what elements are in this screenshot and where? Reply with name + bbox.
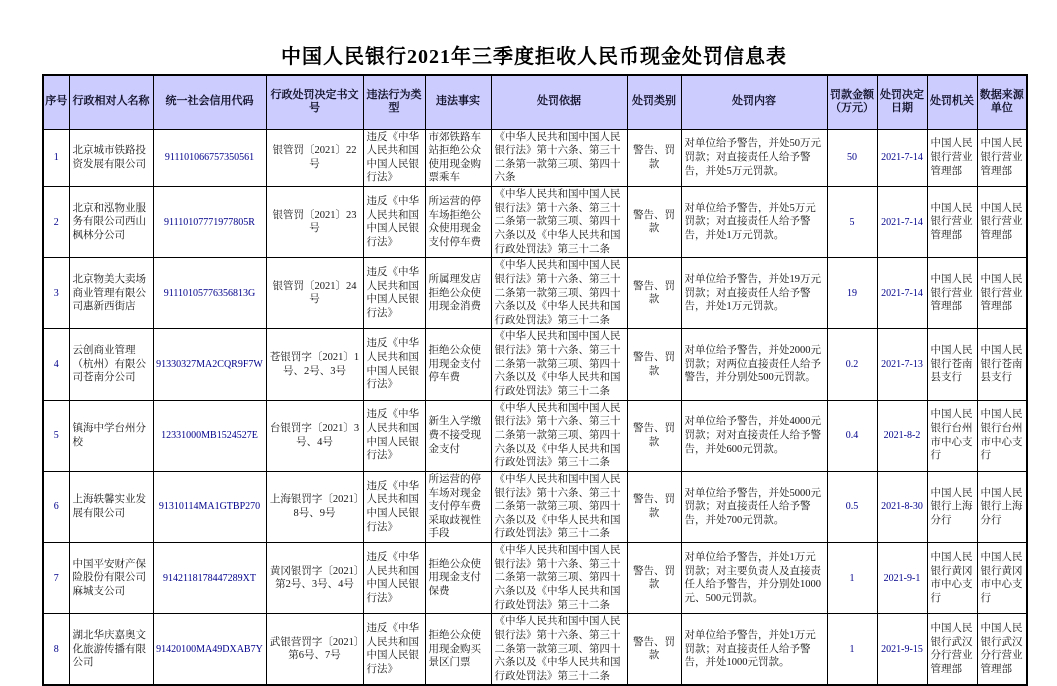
table-row [43, 400, 1027, 471]
cell-penalty-content: 对单位给予警告，并处2000元罚款；对两位直接责任人给予警告，并分别处500元罚款。 [681, 329, 827, 400]
cell-violation-type: 违反《中华人民共和国中国人民银行法》 [363, 543, 425, 614]
cell-penalty-category: 警告、罚款 [627, 400, 681, 471]
cell-party-name: 云创商业管理（杭州）有限公司苍南分公司 [69, 329, 153, 400]
cell-decision-date: 2021-7-13 [877, 329, 927, 400]
cell-credit-code: 91110107771977805R [153, 187, 266, 258]
cell-seq: 6 [43, 471, 69, 542]
table-row [43, 543, 1027, 614]
header-data-source: 数据来源单位 [977, 75, 1027, 129]
cell-decision-no: 银管罚〔2021〕23号 [266, 187, 363, 258]
cell-authority: 中国人民银行营业管理部 [927, 258, 977, 329]
cell-fine-amount: 0.4 [827, 400, 877, 471]
cell-penalty-basis: 《中华人民共和国中国人民银行法》第十六条、第三十二条第一款第三项、第四十六条以及《中华人民共和国行政处罚法》第三十二条 [491, 614, 627, 686]
cell-party-name: 北京城市铁路投资发展有限公司 [69, 129, 153, 187]
cell-authority: 中国人民银行黄冈市中心支行 [927, 543, 977, 614]
table-row [43, 129, 1027, 187]
cell-party-name: 镇海中学台州分校 [69, 400, 153, 471]
cell-data-source: 中国人民银行营业管理部 [977, 187, 1027, 258]
cell-party-name: 上海轶馨实业发展有限公司 [69, 471, 153, 542]
cell-penalty-basis: 《中华人民共和国中国人民银行法》第十六条、第三十二条第一款第三项、第四十六条以及《中华人民共和国行政处罚法》第三十二条 [491, 471, 627, 542]
table-row [43, 329, 1027, 400]
cell-party-name: 北京物美大卖场商业管理有限公司惠新西街店 [69, 258, 153, 329]
cell-seq: 8 [43, 614, 69, 686]
cell-penalty-content: 对单位给予警告，并处5万元罚款；对直接责任人给予警告，并处1万元罚款。 [681, 187, 827, 258]
cell-violation-type: 违反《中华人民共和国中国人民银行法》 [363, 400, 425, 471]
cell-decision-date: 2021-8-30 [877, 471, 927, 542]
cell-penalty-category: 警告、罚款 [627, 187, 681, 258]
cell-penalty-basis: 《中华人民共和国中国人民银行法》第十六条、第三十二条第一款第三项、第四十六条 [491, 129, 627, 187]
cell-violation-type: 违反《中华人民共和国中国人民银行法》 [363, 614, 425, 686]
cell-credit-code: 91330327MA2CQR9F7W [153, 329, 266, 400]
cell-decision-no: 黄冈银罚字〔2021〕第2号、3号、4号 [266, 543, 363, 614]
cell-penalty-category: 警告、罚款 [627, 258, 681, 329]
cell-penalty-content: 对单位给予警告，并处50万元罚款；对直接责任人给予警告，并处5万元罚款。 [681, 129, 827, 187]
table-row [43, 471, 1027, 542]
header-violation-type: 违法行为类型 [363, 75, 425, 129]
header-seq: 序号 [43, 75, 69, 129]
page-title: 中国人民银行2021年三季度拒收人民币现金处罚信息表 [281, 46, 787, 68]
cell-fine-amount: 1 [827, 614, 877, 686]
cell-decision-no: 武银营罚字〔2021〕第6号、7号 [266, 614, 363, 686]
cell-credit-code: 12331000MB1524527E [153, 400, 266, 471]
cell-violation-fact: 拒绝公众使用现金支付保费 [425, 543, 491, 614]
table-body [43, 129, 1027, 685]
penalty-info-table [42, 74, 1028, 686]
cell-data-source: 中国人民银行营业管理部 [977, 258, 1027, 329]
cell-party-name: 中国平安财产保险股份有限公司麻城支公司 [69, 543, 153, 614]
cell-violation-fact: 拒绝公众使用现金支付停车费 [425, 329, 491, 400]
cell-data-source: 中国人民银行营业管理部 [977, 129, 1027, 187]
cell-penalty-basis: 《中华人民共和国中国人民银行法》第十六条、第三十二条第一款第三项、第四十六条以及《中华人民共和国行政处罚法》第三十二条 [491, 400, 627, 471]
cell-seq: 3 [43, 258, 69, 329]
cell-penalty-content: 对单位给予警告，并处19万元罚款；对直接责任人给予警告，并处1万元罚款。 [681, 258, 827, 329]
cell-violation-type: 违反《中华人民共和国中国人民银行法》 [363, 187, 425, 258]
cell-decision-no: 银管罚〔2021〕22号 [266, 129, 363, 187]
cell-decision-date: 2021-9-1 [877, 543, 927, 614]
cell-penalty-category: 警告、罚款 [627, 543, 681, 614]
cell-seq: 1 [43, 129, 69, 187]
cell-penalty-content: 对单位给予警告，并处1万元罚款；对主要负责人及直接责任人给予警告，并分别处1000元、500元罚款。 [681, 543, 827, 614]
header-decision-no: 行政处罚决定书文号 [266, 75, 363, 129]
cell-penalty-basis: 《中华人民共和国中国人民银行法》第十六条、第三十二条第一款第三项、第四十六条以及《中华人民共和国行政处罚法》第三十二条 [491, 543, 627, 614]
cell-decision-date: 2021-7-14 [877, 187, 927, 258]
cell-data-source: 中国人民银行苍南县支行 [977, 329, 1027, 400]
cell-fine-amount: 0.2 [827, 329, 877, 400]
header-decision-date: 处罚决定日期 [877, 75, 927, 129]
cell-credit-code: 91420100MA49DXAB7Y [153, 614, 266, 686]
table-row [43, 614, 1027, 686]
cell-fine-amount: 19 [827, 258, 877, 329]
cell-data-source: 中国人民银行黄冈市中心支行 [977, 543, 1027, 614]
table-row [43, 258, 1027, 329]
cell-data-source: 中国人民银行武汉分行营业管理部 [977, 614, 1027, 686]
cell-violation-fact: 所属理发店拒绝公众使用现金消费 [425, 258, 491, 329]
cell-seq: 4 [43, 329, 69, 400]
cell-seq: 2 [43, 187, 69, 258]
cell-violation-fact: 所运营的停车场拒绝公众使用现金支付停车费 [425, 187, 491, 258]
cell-decision-no: 银管罚〔2021〕24号 [266, 258, 363, 329]
header-violation-fact: 违法事实 [425, 75, 491, 129]
cell-penalty-content: 对单位给予警告，并处1万元罚款；对直接责任人给予警告，并处1000元罚款。 [681, 614, 827, 686]
cell-fine-amount: 5 [827, 187, 877, 258]
cell-penalty-category: 警告、罚款 [627, 471, 681, 542]
cell-violation-type: 违反《中华人民共和国中国人民银行法》 [363, 129, 425, 187]
cell-decision-date: 2021-7-14 [877, 258, 927, 329]
cell-decision-no: 苍银罚字〔2021〕1号、2号、3号 [266, 329, 363, 400]
cell-decision-date: 2021-7-14 [877, 129, 927, 187]
cell-authority: 中国人民银行台州市中心支行 [927, 400, 977, 471]
cell-violation-type: 违反《中华人民共和国中国人民银行法》 [363, 471, 425, 542]
cell-party-name: 湖北华庆嘉奥文化旅游传播有限公司 [69, 614, 153, 686]
header-credit-code: 统一社会信用代码 [153, 75, 266, 129]
cell-credit-code: 9142118178447289XT [153, 543, 266, 614]
cell-fine-amount: 50 [827, 129, 877, 187]
cell-seq: 5 [43, 400, 69, 471]
cell-penalty-category: 警告、罚款 [627, 129, 681, 187]
cell-violation-fact: 新生入学缴费不接受现金支付 [425, 400, 491, 471]
cell-penalty-content: 对单位给予警告，并处5000元罚款；对直接责任人给予警告，并处700元罚款。 [681, 471, 827, 542]
header-party-name: 行政相对人名称 [69, 75, 153, 129]
cell-decision-date: 2021-9-15 [877, 614, 927, 686]
table-row [43, 187, 1027, 258]
cell-violation-fact: 所运营的停车场对现金支付停车费采取歧视性手段 [425, 471, 491, 542]
cell-penalty-category: 警告、罚款 [627, 614, 681, 686]
cell-fine-amount: 0.5 [827, 471, 877, 542]
cell-authority: 中国人民银行武汉分行营业管理部 [927, 614, 977, 686]
cell-penalty-category: 警告、罚款 [627, 329, 681, 400]
cell-credit-code: 91110105776356813G [153, 258, 266, 329]
cell-decision-no: 上海银罚字〔2021〕8号、9号 [266, 471, 363, 542]
cell-authority: 中国人民银行营业管理部 [927, 129, 977, 187]
cell-violation-fact: 拒绝公众使用现金购买景区门票 [425, 614, 491, 686]
cell-penalty-basis: 《中华人民共和国中国人民银行法》第十六条、第三十二条第一款第三项、第四十六条以及《中华人民共和国行政处罚法》第三十二条 [491, 258, 627, 329]
cell-authority: 中国人民银行营业管理部 [927, 187, 977, 258]
header-penalty-category: 处罚类别 [627, 75, 681, 129]
header-penalty-basis: 处罚依据 [491, 75, 627, 129]
cell-data-source: 中国人民银行台州市中心支行 [977, 400, 1027, 471]
cell-seq: 7 [43, 543, 69, 614]
cell-violation-fact: 市郊铁路车站拒绝公众使用现金购票乘车 [425, 129, 491, 187]
cell-data-source: 中国人民银行上海分行 [977, 471, 1027, 542]
header-penalty-content: 处罚内容 [681, 75, 827, 129]
cell-party-name: 北京和泓物业服务有限公司西山枫林分公司 [69, 187, 153, 258]
cell-fine-amount: 1 [827, 543, 877, 614]
cell-decision-date: 2021-8-2 [877, 400, 927, 471]
cell-violation-type: 违反《中华人民共和国中国人民银行法》 [363, 329, 425, 400]
cell-decision-no: 台银罚字〔2021〕3号、4号 [266, 400, 363, 471]
cell-credit-code: 91310114MA1GTBP270 [153, 471, 266, 542]
table-header-row [43, 75, 1027, 129]
cell-penalty-basis: 《中华人民共和国中国人民银行法》第十六条、第三十二条第一款第三项、第四十六条以及《中华人民共和国行政处罚法》第三十二条 [491, 329, 627, 400]
cell-violation-type: 违反《中华人民共和国中国人民银行法》 [363, 258, 425, 329]
cell-authority: 中国人民银行苍南县支行 [927, 329, 977, 400]
cell-penalty-content: 对单位给予警告，并处4000元罚款；对对直接责任人给予警告，并处600元罚款。 [681, 400, 827, 471]
cell-credit-code: 911101066757350561 [153, 129, 266, 187]
header-authority: 处罚机关 [927, 75, 977, 129]
cell-penalty-basis: 《中华人民共和国中国人民银行法》第十六条、第三十二条第一款第三项、第四十六条以及《中华人民共和国行政处罚法》第三十二条 [491, 187, 627, 258]
header-fine-amount: 罚款金额（万元） [827, 75, 877, 129]
cell-authority: 中国人民银行上海分行 [927, 471, 977, 542]
